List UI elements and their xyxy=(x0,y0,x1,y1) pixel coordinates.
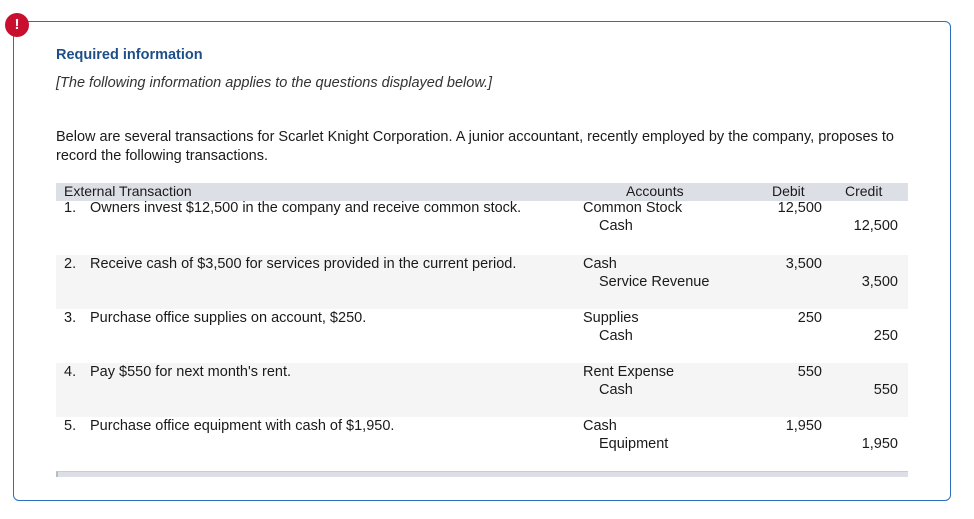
table-header xyxy=(56,183,908,201)
debit-amount: 550 xyxy=(797,364,822,380)
transaction-description: Receive cash of $3,500 for services provided in the current period. xyxy=(90,256,517,272)
debit-account: Cash xyxy=(583,418,617,434)
column-header-credit: Credit xyxy=(845,183,883,199)
credit-amount: 12,500 xyxy=(853,218,898,234)
transaction-description: Pay $550 for next month's rent. xyxy=(90,364,292,380)
debit-amount: 12,500 xyxy=(777,200,822,216)
transaction-number: 4. xyxy=(64,364,77,380)
transaction-number: 2. xyxy=(64,256,77,272)
alert-icon: ! xyxy=(5,13,29,37)
required-information-title: Required information xyxy=(56,47,203,63)
column-header-external-transaction: External Transaction xyxy=(64,183,192,199)
credit-amount: 550 xyxy=(873,382,898,398)
transaction-number: 1. xyxy=(64,200,77,216)
transactions-table xyxy=(56,183,908,477)
debit-amount: 1,950 xyxy=(785,418,822,434)
credit-amount: 3,500 xyxy=(861,274,898,290)
credit-account: Cash xyxy=(599,218,633,234)
credit-amount: 250 xyxy=(873,328,898,344)
table-row xyxy=(56,363,908,417)
transaction-description: Purchase office supplies on account, $250. xyxy=(90,310,367,326)
table-row xyxy=(56,201,908,255)
column-header-accounts: Accounts xyxy=(626,183,684,199)
transaction-number: 5. xyxy=(64,418,77,434)
debit-account: Supplies xyxy=(583,310,639,326)
table-row xyxy=(56,255,908,309)
credit-account: Service Revenue xyxy=(599,274,710,290)
credit-account: Cash xyxy=(599,328,633,344)
intro-paragraph: Below are several transactions for Scarlet Knight Corporation. A junior accountant, recently employed by the company, proposes to record the following transactions. xyxy=(56,129,894,164)
transaction-description: Purchase office equipment with cash of $1,950. xyxy=(90,418,395,434)
credit-amount: 1,950 xyxy=(861,436,898,452)
debit-amount: 250 xyxy=(797,310,822,326)
debit-account: Common Stock xyxy=(583,200,683,216)
debit-amount: 3,500 xyxy=(785,256,822,272)
credit-account: Cash xyxy=(599,382,633,398)
column-header-debit: Debit xyxy=(772,183,805,199)
required-information-subtitle: [The following information applies to the questions displayed below.] xyxy=(56,75,493,91)
table-bottom-border xyxy=(56,471,908,477)
debit-account: Cash xyxy=(583,256,617,272)
table-row xyxy=(56,417,908,471)
transaction-number: 3. xyxy=(64,310,77,326)
table-row xyxy=(56,309,908,363)
credit-account: Equipment xyxy=(599,436,669,452)
transaction-description: Owners invest $12,500 in the company and receive common stock. xyxy=(90,200,522,216)
debit-account: Rent Expense xyxy=(583,364,675,380)
